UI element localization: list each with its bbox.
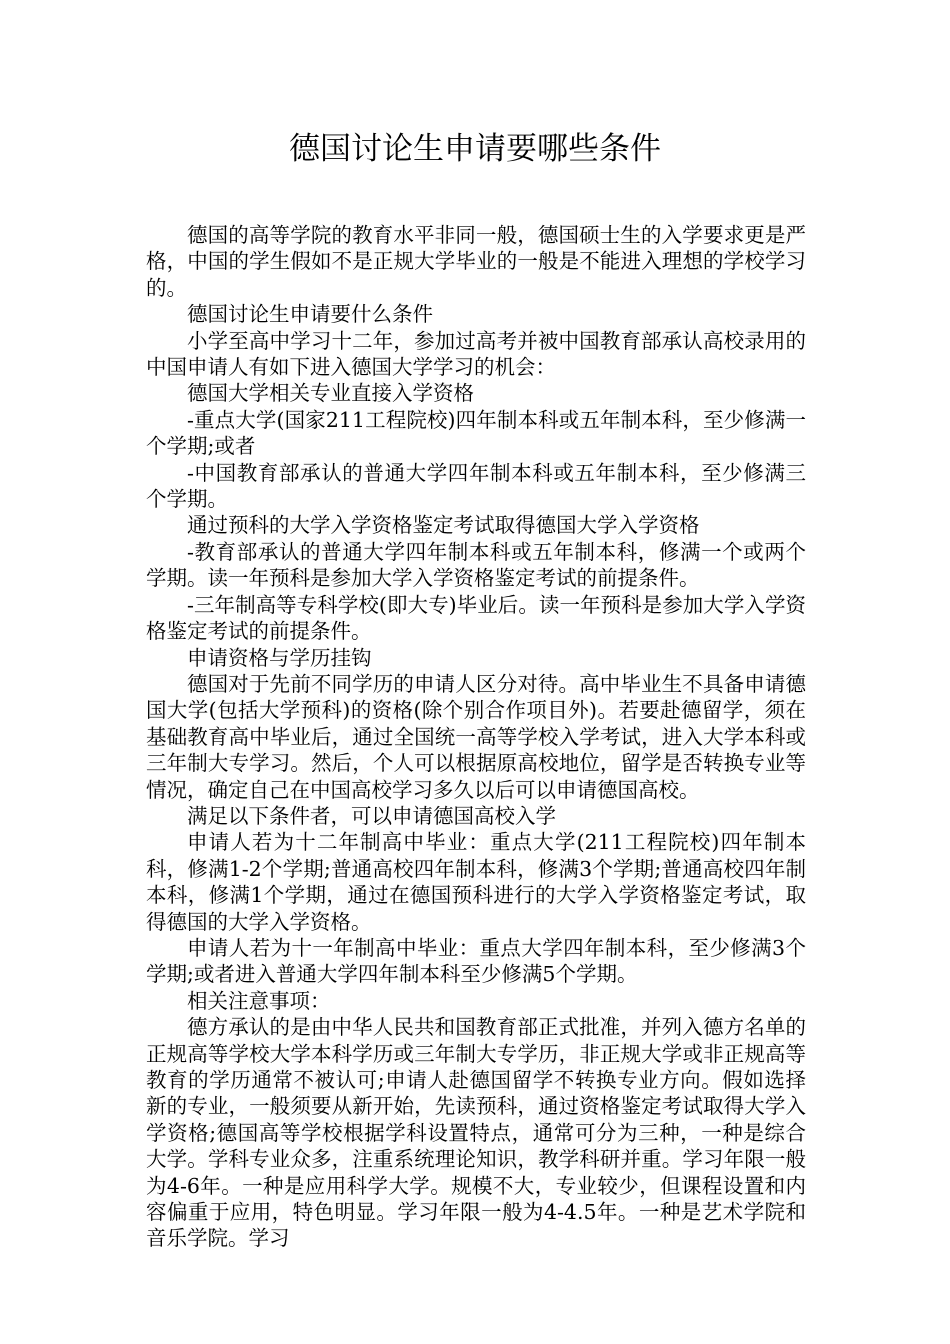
paragraph: 申请资格与学历挂钩: [187, 645, 372, 670]
paragraph: 德方承认的是由中华人民共和国教育部正式批准，并列入德方名单的正规高等学校大学本科学历或三年制大专学历，非正规大学或非正规高等教育的学历通常不被认可;申请人赴德国留学不转换专业方向。假如选择新的专业，一般须要从新开始，先读预科，通过资格鉴定考试取得大学入学资格;德国高等学校根据学科设置特点，通常可分为三种，一种是综合大学。学科专业众多，注重系统理论知识，教学科研并重。学习年限一般为4-6年。一种是应用科学大学。规模不大，专业较少，但课程设置和内容偏重于应用，特色明显。学习年限一般为4-4.5年。一种是艺术学院和音乐学院。学习: [146, 1015, 806, 1251]
paragraph: 德国大学相关专业直接入学资格: [187, 381, 474, 406]
paragraph: 通过预科的大学入学资格鉴定考试取得德国大学入学资格: [187, 513, 700, 538]
paragraph: 满足以下条件者，可以申请德国高校入学: [187, 803, 556, 828]
paragraph: 申请人若为十二年制高中毕业：重点大学(211工程院校)四年制本科，修满1-2个学期;普通高校四年制本科，修满3个学期;普通高校四年制本科，修满1个学期，通过在德国预科进行的大学入学资格鉴定考试，取得德国的大学入学资格。: [146, 830, 806, 934]
paragraph: -教育部承认的普通大学四年制本科或五年制本科，修满一个或两个学期。读一年预科是参加大学入学资格鉴定考试的前提条件。: [146, 539, 806, 591]
paragraph: 小学至高中学习十二年，参加过高考并被中国教育部承认高校录用的中国申请人有如下进入德国大学学习的机会：: [146, 328, 806, 380]
document-title: 德国讨论生申请要哪些条件: [289, 131, 661, 167]
paragraph: -重点大学(国家211工程院校)四年制本科或五年制本科，至少修满一个学期;或者: [146, 407, 806, 459]
paragraph: 相关注意事项：: [187, 988, 331, 1013]
paragraph: -中国教育部承认的普通大学四年制本科或五年制本科，至少修满三个学期。: [146, 460, 806, 512]
paragraph: 德国的高等学院的教育水平非同一般，德国硕士生的入学要求更是严格，中国的学生假如不是正规大学毕业的一般是不能进入理想的学校学习的。: [146, 223, 806, 300]
document-body: [146, 222, 806, 1252]
paragraph: 德国对于先前不同学历的申请人区分对待。高中毕业生不具备申请德国大学(包括大学预科)的资格(除个别合作项目外)。若要赴德留学，须在基础教育高中毕业后，通过全国统一高等学校入学考试，进入大学本科或三年制大专学习。然后，个人可以根据原高校地位，留学是否转换专业等情况，确定自己在中国高校学习多久以后可以申请德国高校。: [146, 671, 806, 802]
paragraph: 德国讨论生申请要什么条件: [187, 302, 433, 327]
paragraph: 申请人若为十一年制高中毕业：重点大学四年制本科，至少修满3个学期;或者进入普通大学四年制本科至少修满5个学期。: [146, 935, 806, 987]
paragraph: -三年制高等专科学校(即大专)毕业后。读一年预科是参加大学入学资格鉴定考试的前提条件。: [146, 592, 806, 644]
